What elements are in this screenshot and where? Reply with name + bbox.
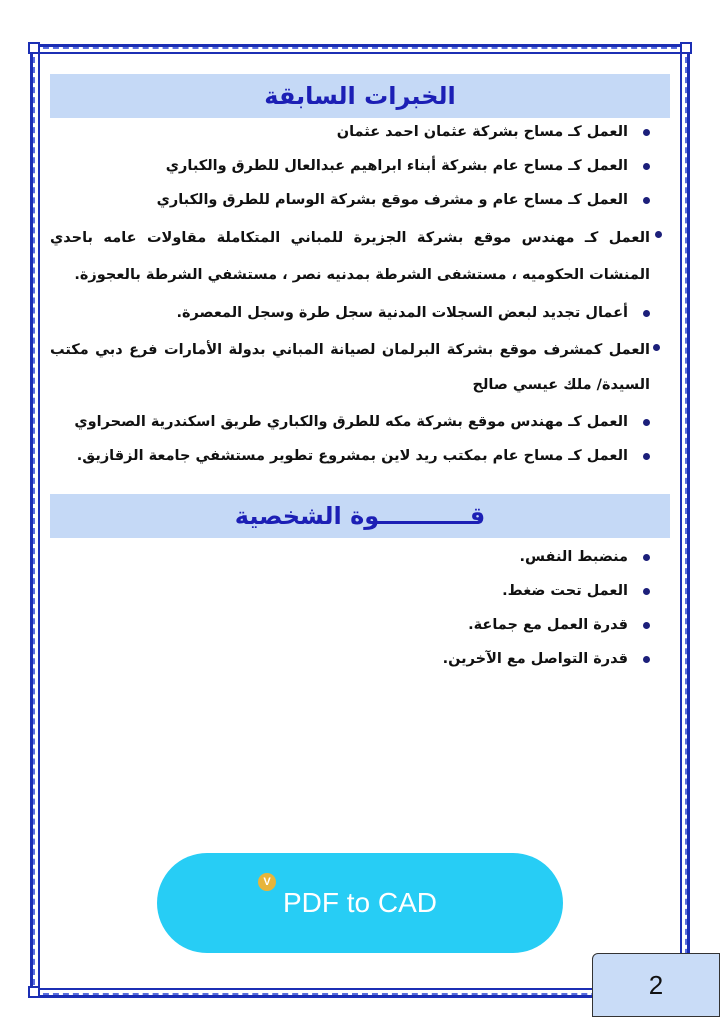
list-item: أعمال تجديد لبعض السجلات المدنية سجل طرة وسجل المعصرة. — [50, 299, 650, 328]
page-number-indicator — [592, 953, 720, 1017]
border-corner-ornament — [680, 42, 692, 54]
bullet-icon — [643, 197, 650, 204]
bullet-icon — [655, 231, 662, 238]
personality-section-header — [50, 494, 670, 538]
bullet-icon — [643, 622, 650, 629]
bullet-icon — [643, 453, 650, 460]
bullet-icon — [643, 163, 650, 170]
list-item: قدرة العمل مع جماعة. — [250, 611, 650, 640]
bullet-icon — [653, 344, 660, 351]
list-item: العمل كـ مساح عام بشركة أبناء ابراهيم عبدالعال للطرق والكباري — [50, 152, 650, 181]
pdf-to-cad-button[interactable] — [157, 853, 563, 953]
experience-section-header — [50, 74, 670, 118]
experience-list — [50, 118, 650, 476]
list-item: العمل كـ مساح عام و مشرف موقع بشركة الوسام للطرق والكباري — [50, 186, 650, 215]
bullet-icon — [643, 310, 650, 317]
bullet-icon — [643, 588, 650, 595]
list-item: قدرة التواصل مع الآخرين. — [250, 645, 650, 674]
bullet-icon — [643, 419, 650, 426]
bullet-icon — [643, 554, 650, 561]
list-item: العمل كـ مهندس موقع بشركة مكه للطرق والكباري طريق اسكندرية الصحراوي — [50, 408, 650, 437]
list-item: العمل كـ مهندس موقع بشركة الجزيرة للمباني المتكاملة مقاولات عامه باحدي المنشات الحكوميه ، مستشفى الشرطة بمدنيه نصر ، مستشفي الشرطة بالعجوزة. — [50, 220, 662, 294]
list-item: العمل كمشرف موقع بشركة البرلمان لصيانة المباني بدولة الأمارات فرع دبي مكتب السيدة/ ملك عيسي صالح — [50, 333, 660, 403]
page-number-text: 2 — [648, 969, 664, 1000]
personality-title: قـــــــــــوة الشخصية — [234, 502, 486, 530]
bullet-icon — [643, 129, 650, 136]
border-corner-ornament — [28, 986, 40, 998]
list-item: منضبط النفس. — [250, 543, 650, 572]
personality-list — [250, 543, 650, 679]
v-badge-icon: V — [258, 873, 276, 891]
experience-title: الخبرات السابقة — [264, 82, 456, 110]
pdf-to-cad-label: PDF to CAD — [282, 887, 438, 918]
border-corner-ornament — [28, 42, 40, 54]
bullet-icon — [643, 656, 650, 663]
list-item: العمل كـ مساح بشركة عثمان احمد عثمان — [50, 118, 650, 147]
list-item: العمل تحت ضغط. — [250, 577, 650, 606]
list-item: العمل كـ مساح عام بمكتب ريد لاين بمشروع تطوير مستشفي جامعة الزقازيق. — [50, 442, 650, 471]
